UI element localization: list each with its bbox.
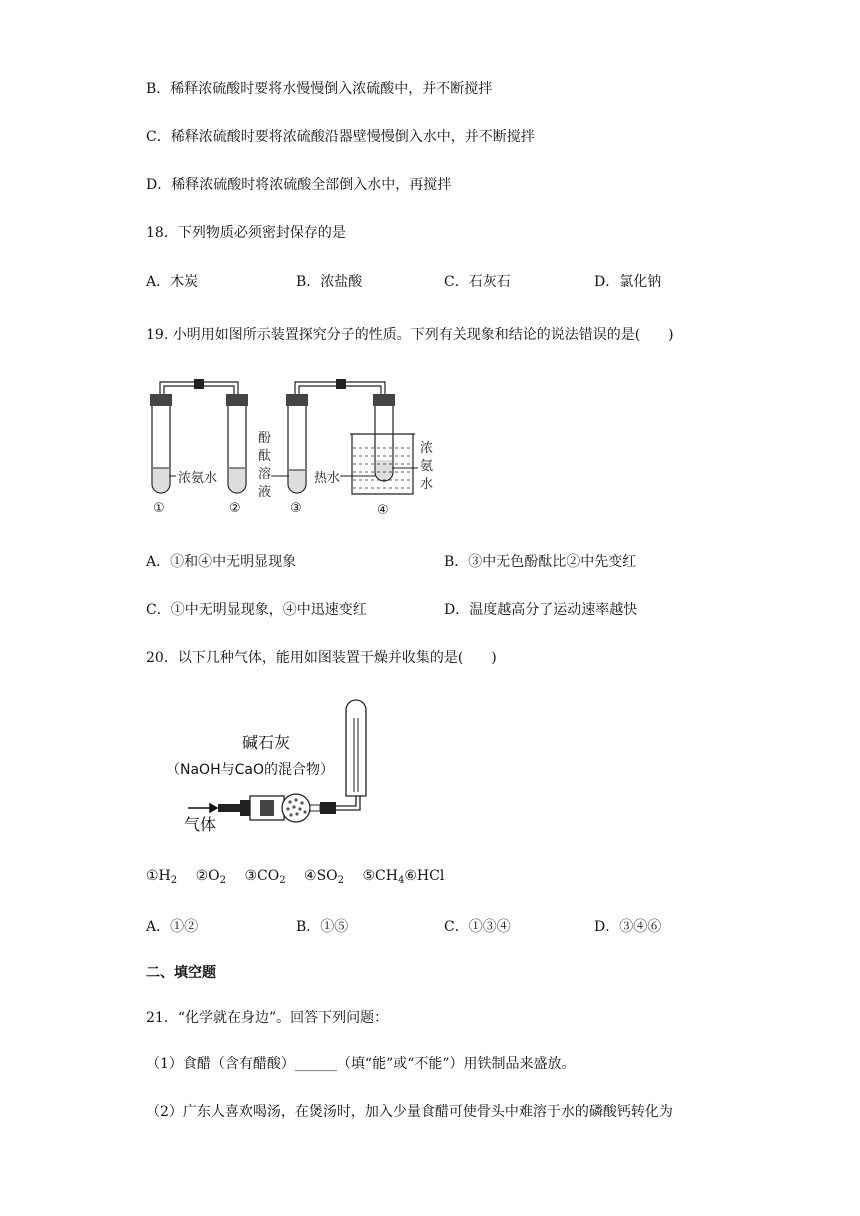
q21-stem: 21．“化学就在身边”。回答下列问题： [146,1010,389,1026]
q20-stem: 20．以下几种气体，能用如图装置干燥并收集的是( ) [146,650,497,666]
label-ammonia-right-2: 氨 [420,459,434,474]
label-ammonia-right-3: 水 [420,477,434,492]
q21-part2: （2）广东人喜欢喝汤，在煲汤时，加入少量食醋可使骨头中难溶于水的磷酸钙转化为 [146,1104,673,1120]
gas-list [146,868,444,884]
q19-option-c: C．①中无明显现象，④中迅速变红 [146,602,367,618]
q20-option-b: B．①⑤ [296,919,349,935]
gas-hcl: ⑥HCl [404,868,445,884]
label-mixture: （NaOH与CaO的混合物） [166,762,334,778]
section-heading: 二、填空题 [146,965,216,981]
q20-option-a: A．①② [146,919,199,935]
q17-option-c: C．稀释浓硫酸时要将浓硫酸沿器壁慢慢倒入水中，并不断搅拌 [146,129,535,145]
q19-option-b: B．③中无色酚酞比②中先变红 [444,554,637,570]
gas-so2: $④SO_2$ [304,868,345,886]
q17-option-d: D．稀释浓硫酸时将浓硫酸全部倒入水中，再搅拌 [146,177,452,193]
tube-number-1: ① [153,501,165,516]
tube-number-4: ④ [377,503,389,518]
label-phenol-2: 酞 [258,449,272,464]
label-hot-water: 热水 [314,471,341,486]
q17-option-b: B．稀释浓硫酸时要将水慢慢倒入浓硫酸中，并不断搅拌 [146,81,493,97]
q18-option-b: B．浓盐酸 [296,274,363,290]
gas-o2: $②O_2$ [195,868,226,886]
q20-option-d: D．③④⑥ [594,919,662,935]
q19-stem: 19. 小明用如图所示装置探究分子的性质。下列有关现象和结论的说法错误的是( ) [146,327,674,343]
q18-stem: 18．下列物质必须密封保存的是 [146,225,346,241]
tube-number-2: ② [229,501,241,516]
gas-h2: $①H_2$ [146,868,178,886]
label-ammonia-left: 浓氨水 [178,471,218,486]
q20-option-c: C．①③④ [444,919,511,935]
q19-molecule-diagram [140,372,450,520]
q18-option-c: C．石灰石 [444,274,511,290]
label-phenol-4: 液 [258,485,272,500]
tube-number-3: ③ [290,501,302,516]
label-ammonia-right-1: 浓 [420,441,434,456]
q18-option-a: A．木炭 [146,274,199,290]
gas-co2: $③CO_2$ [244,868,286,886]
q19-option-a: A．①和④中无明显现象 [146,554,297,570]
label-phenol-3: 溶 [258,467,272,482]
label-soda-lime: 碱石灰 [242,733,291,752]
q20-drying-diagram [160,696,380,836]
gas-ch4: $⑤CH_4$ [362,868,405,886]
q21-part1: （1）食醋（含有醋酸）______（填“能”或“不能”）用铁制品来盛放。 [146,1056,576,1072]
q18-option-d: D．氯化钠 [594,274,662,290]
label-phenol-1: 酚 [258,431,272,446]
q19-option-d: D．温度越高分了运动速率越快 [444,602,638,618]
label-gas: 气体 [184,815,217,834]
